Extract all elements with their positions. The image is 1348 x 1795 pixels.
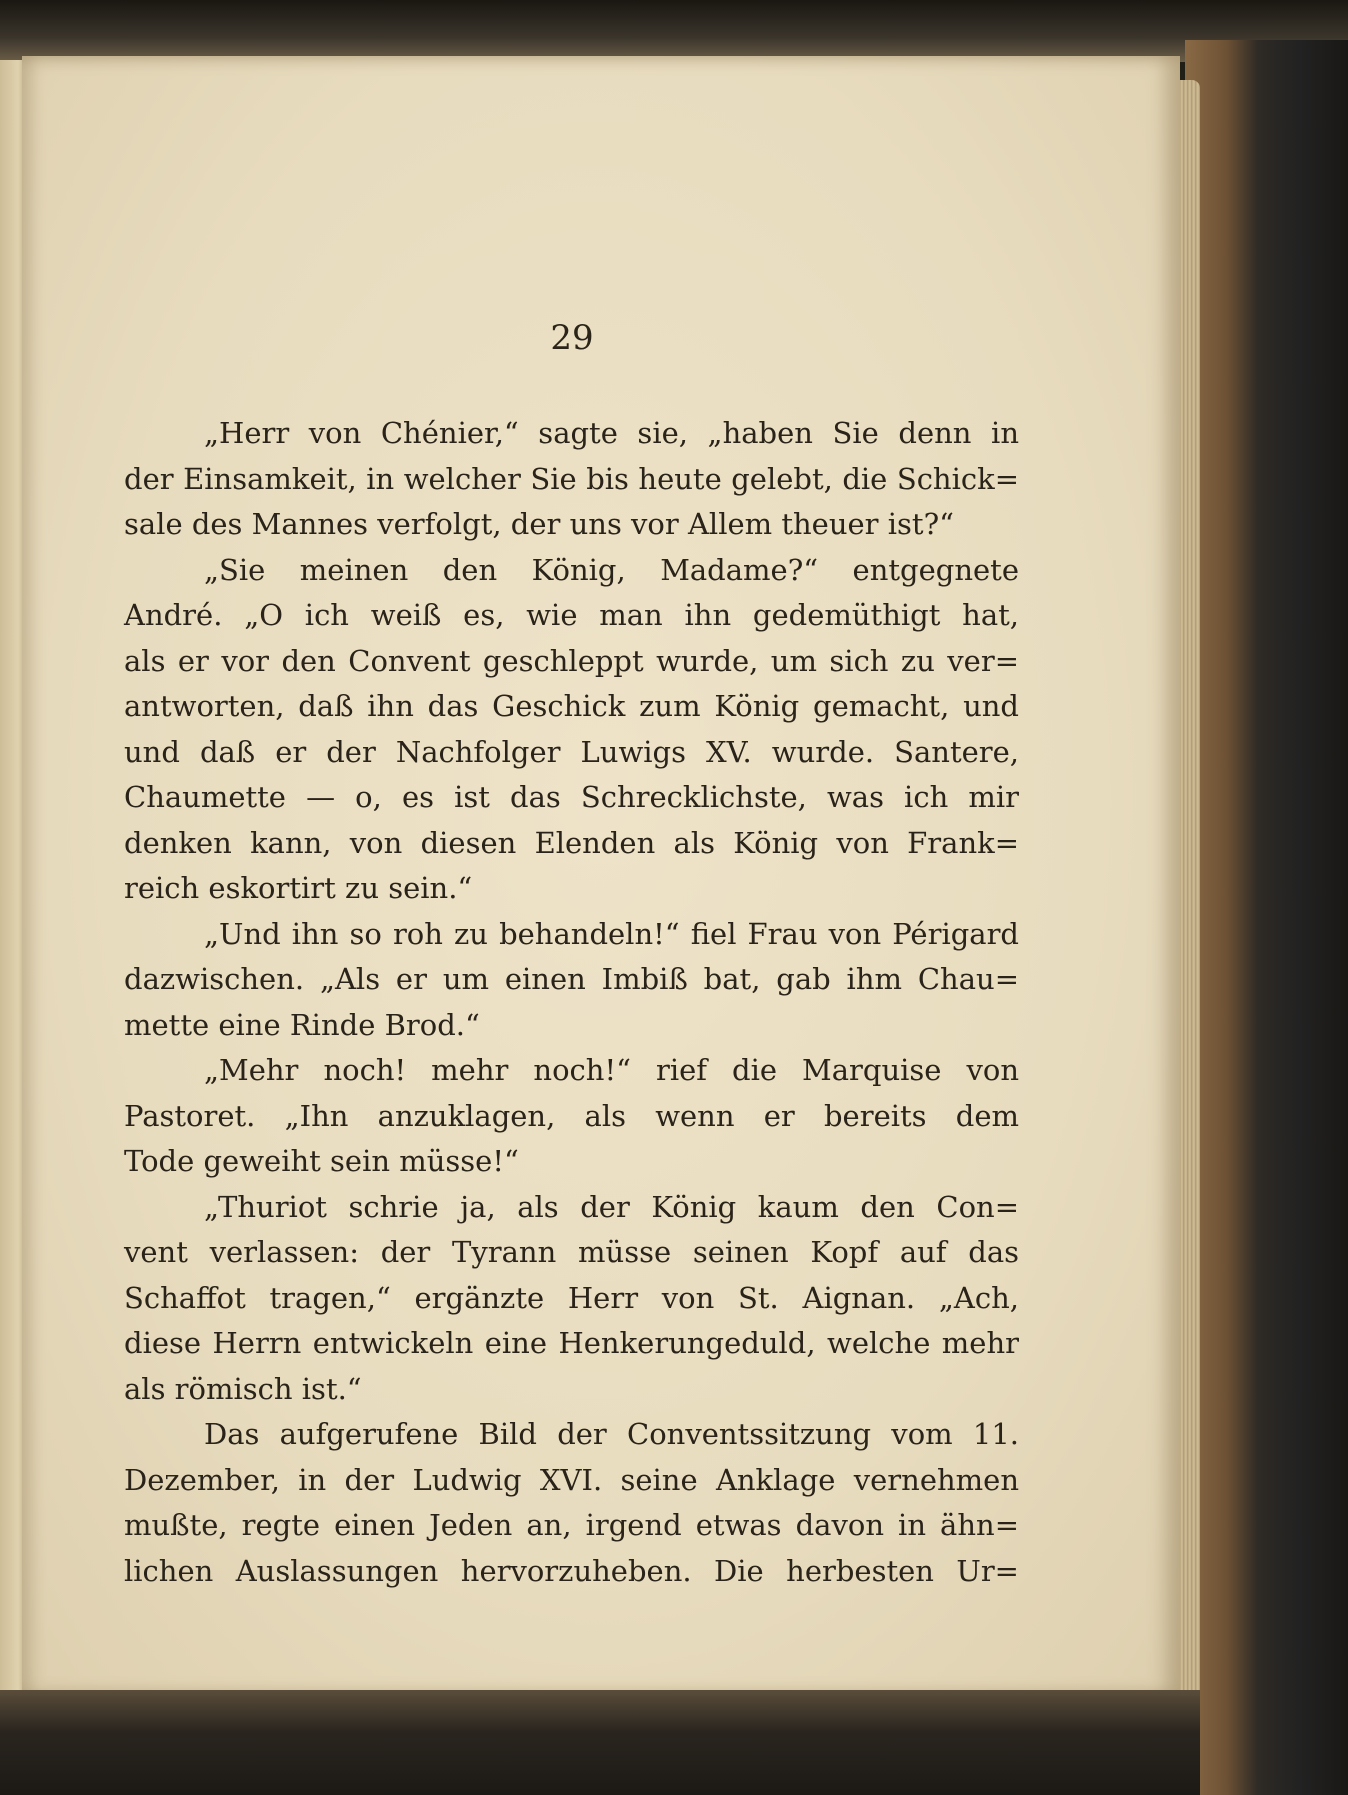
- text-line: „Sie meinen den König, Madame?“ entgegnete: [204, 552, 1019, 587]
- text-line: als römisch ist.“: [124, 1371, 362, 1406]
- text-line: als er vor den Convent geschleppt wurde, um sich zu ver=: [124, 643, 1019, 678]
- text-line: vent verlassen: der Tyrann müsse seinen Kopf auf das: [124, 1235, 1019, 1269]
- text-line: reich eskortirt zu sein.“: [124, 871, 473, 905]
- text-line: Dezember, in der Ludwig XVI. seine Anklage vernehmen: [124, 1462, 1019, 1497]
- text-line: Tode geweiht sein müsse!“: [124, 1144, 519, 1178]
- text-line: „Mehr noch! mehr noch!“ rief die Marquise von: [204, 1053, 1019, 1087]
- text-line: denken kann, von diesen Elenden als König von Frank=: [124, 825, 1019, 860]
- text-line: lichen Auslassungen hervorzuheben. Die herbesten Ur=: [124, 1553, 1019, 1588]
- book-binding: [1185, 40, 1348, 1795]
- text-line: sale des Mannes verfolgt, der uns vor Allem theuer ist?“: [124, 507, 954, 541]
- book-cover-bottom: [0, 1690, 1200, 1795]
- text-line: André. „O ich weiß es, wie man ihn gedemüthigt hat,: [124, 598, 1019, 632]
- text-line: mette eine Rinde Brod.“: [124, 1007, 480, 1042]
- text-line: „Und ihn so roh zu behandeln!“ fiel Frau von Périgard: [204, 916, 1019, 951]
- text-line: Das aufgerufene Bild der Conventssitzung vom 11.: [204, 1417, 1019, 1451]
- text-line: der Einsamkeit, in welcher Sie bis heute gelebt, die Schick=: [124, 461, 1019, 496]
- text-line: Chaumette — o, es ist das Schrecklichste, was ich mir: [124, 780, 1019, 814]
- text-line: diese Herrn entwickeln eine Henkerungeduld, welche mehr: [124, 1326, 1019, 1360]
- body-text: [124, 411, 1019, 1594]
- book-page: [22, 56, 1180, 1696]
- text-line: dazwischen. „Als er um einen Imbiß bat, gab ihm Chau=: [124, 962, 1019, 996]
- text-line: Schaffot tragen,“ ergänzte Herr von St. Aignan. „Ach,: [124, 1280, 1019, 1315]
- text-line: „Herr von Chénier,“ sagte sie, „haben Sie denn in: [204, 416, 1019, 450]
- page-number: 29: [550, 318, 594, 358]
- text-line: „Thuriot schrie ja, als der König kaum den Con=: [204, 1189, 1019, 1224]
- text-line: mußte, regte einen Jeden an, irgend etwas davon in ähn=: [124, 1508, 1019, 1542]
- text-line: antworten, daß ihn das Geschick zum König gemacht, und: [124, 689, 1019, 723]
- book-cover-top: [0, 0, 1348, 62]
- text-line: und daß er der Nachfolger Luwigs XV. wurde. Santere,: [124, 734, 1019, 769]
- text-line: Pastoret. „Ihn anzuklagen, als wenn er bereits dem: [124, 1098, 1019, 1133]
